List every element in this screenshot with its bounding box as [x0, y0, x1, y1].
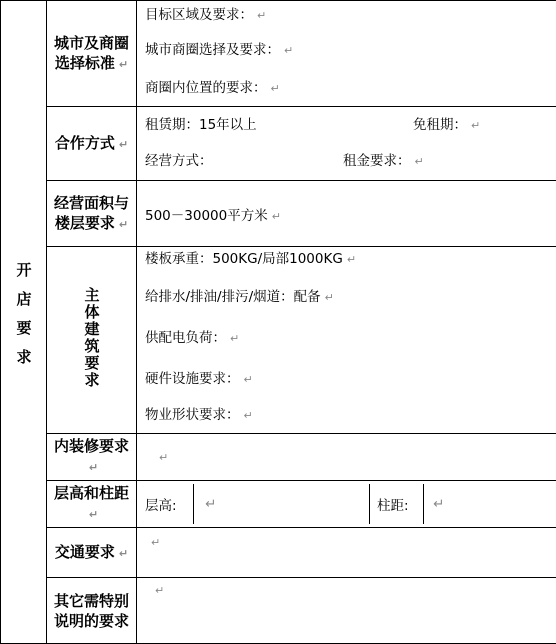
paragraph-mark: ↵	[155, 584, 164, 597]
paragraph-mark: ↵	[325, 291, 334, 304]
traffic-content-cell[interactable]	[137, 528, 556, 578]
paragraph-mark: ↵	[230, 332, 239, 345]
paragraph-mark: ↵	[119, 547, 128, 560]
height-label-cell	[47, 481, 137, 528]
side-heading-cell	[1, 1, 47, 644]
area-value: 500－30000平方米	[145, 208, 268, 224]
other-label-cell	[47, 578, 137, 644]
coop-label-cell	[47, 107, 137, 181]
paragraph-mark: ↵	[284, 44, 293, 57]
floor-height-input[interactable]: ↵	[205, 496, 216, 512]
area-content-cell[interactable]	[137, 181, 556, 247]
rent-requirement-text: 租金要求：	[343, 153, 411, 169]
paragraph-mark: ↵	[471, 119, 480, 132]
paragraph-mark: ↵	[151, 536, 160, 549]
traffic-label-cell	[47, 528, 137, 578]
paragraph-mark: ↵	[257, 9, 266, 22]
paragraph-mark: ↵	[244, 409, 253, 422]
paragraph-mark: ↵	[119, 138, 128, 151]
target-region-text: 目标区域及要求：	[145, 7, 253, 23]
side-heading: 开店要求	[14, 262, 34, 378]
decor-label-cell	[47, 434, 137, 481]
building-label-cell	[47, 247, 137, 434]
paragraph-mark: ↵	[272, 210, 281, 223]
column-spacing-input[interactable]: ↵	[433, 496, 444, 512]
decor-label: 内装修要求	[54, 437, 129, 455]
paragraph-mark: ↵	[244, 373, 253, 386]
coop-content-cell[interactable]	[137, 107, 556, 181]
free-rent-text: 免租期：	[413, 117, 467, 133]
paragraph-mark: ↵	[159, 451, 168, 464]
operation-mode-text: 经营方式：	[145, 153, 213, 169]
column-spacing-label: 柱距:	[377, 494, 409, 514]
power-load-text: 供配电负荷：	[145, 330, 226, 346]
paragraph-mark: ↵	[89, 461, 98, 474]
area-label-cell	[47, 181, 137, 247]
city-label-cell	[47, 1, 137, 107]
coop-label: 合作方式	[55, 134, 115, 152]
other-content-cell[interactable]	[137, 578, 556, 644]
paragraph-mark: ↵	[89, 508, 98, 521]
paragraph-mark: ↵	[119, 218, 128, 231]
height-label: 层高和柱距	[54, 484, 129, 502]
floor-height-label: 层高:	[145, 494, 177, 514]
area-label: 经营面积与楼层要求	[54, 194, 129, 232]
paragraph-mark: ↵	[347, 253, 356, 266]
lease-term-text: 租赁期：15年以上	[145, 117, 257, 133]
traffic-label: 交通要求	[55, 543, 115, 561]
city-content-cell[interactable]	[137, 1, 556, 107]
city-district-text: 城市商圈选择及要求：	[145, 42, 280, 58]
height-content-cell	[137, 481, 556, 528]
paragraph-mark: ↵	[271, 82, 280, 95]
paragraph-mark: ↵	[415, 155, 424, 168]
hardware-text: 硬件设施要求：	[145, 371, 240, 387]
floor-load-text: 楼板承重：500KG/局部1000KG	[145, 251, 343, 267]
other-label: 其它需特别说明的要求	[54, 592, 129, 630]
building-label: 主体建筑要求	[82, 287, 102, 389]
paragraph-mark: ↵	[119, 58, 128, 71]
decor-content-cell[interactable]	[137, 434, 556, 481]
property-shape-text: 物业形状要求：	[145, 407, 240, 423]
district-position-text: 商圈内位置的要求：	[145, 80, 267, 96]
drainage-text: 给排水/排油/排污/烟道：配备	[145, 289, 321, 305]
building-content-cell[interactable]	[137, 247, 556, 434]
city-label: 城市及商圈选择标准	[54, 34, 129, 72]
